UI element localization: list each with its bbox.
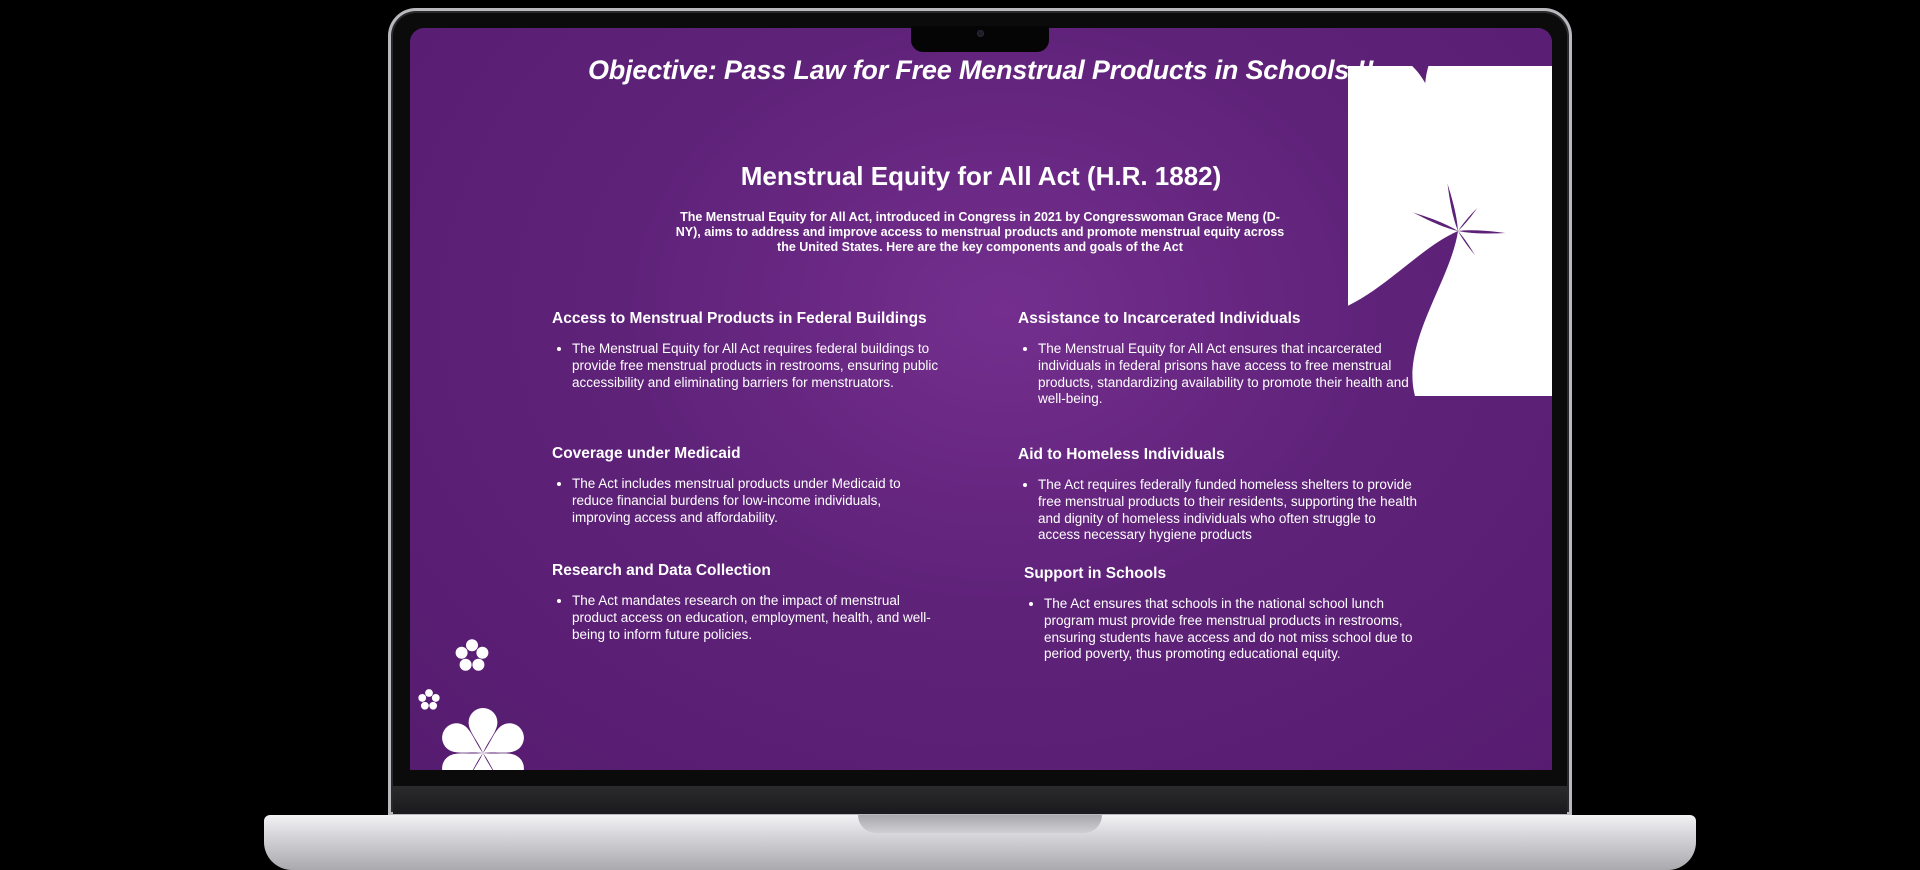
- intro-paragraph: The Menstrual Equity for All Act, introduced in Congress in 2021 by Congresswoman Grace Meng (D-NY), aims to address and improve access to menstrual products and promote menstrual equity across the United States. Here are the key components and goals of the Act: [675, 210, 1285, 254]
- bullet-item: • The Menstrual Equity for All Act requires federal buildings to provide free menstrual products in restrooms, ensuring public accessibility and eliminating barriers for menstruators.: [572, 341, 942, 391]
- bullet-item: • The Act includes menstrual products under Medicaid to reduce financial burdens for low-income individuals, improving access and affordability.: [572, 476, 942, 526]
- section-heading: Aid to Homeless Individuals: [1018, 446, 1225, 463]
- bullet-list: [552, 593, 942, 643]
- section-heading: Coverage under Medicaid: [552, 445, 741, 462]
- section-schools: [1024, 565, 1434, 663]
- bullet-list: [552, 341, 942, 391]
- section-homeless: [1018, 446, 1418, 544]
- objective-heading: Objective: Pass Law for Free Menstrual Products in Schools !!: [588, 55, 1374, 85]
- camera-icon: [977, 30, 984, 37]
- section-research: [552, 562, 942, 643]
- bullet-item: • The Menstrual Equity for All Act ensures that incarcerated individuals in federal prisons have access to free menstrual products, standardizing availability to promote their health and well-being.: [1038, 341, 1428, 408]
- section-heading: Assistance to Incarcerated Individuals: [1018, 310, 1301, 327]
- flower-icon: [452, 636, 492, 676]
- bullet-item: • The Act mandates research on the impact of menstrual product access on education, employment, health, and well-being to inform future policies.: [572, 593, 942, 643]
- laptop-opening-notch: [858, 815, 1102, 833]
- section-heading: Access to Menstrual Products in Federal Buildings: [552, 310, 927, 327]
- bullet-item: • The Act requires federally funded homeless shelters to provide free menstrual products to their residents, supporting the health and dignity of homeless individuals who often struggle to access necessary hygiene products: [1038, 477, 1418, 544]
- bullet-list: [1024, 596, 1434, 663]
- act-title: Menstrual Equity for All Act (H.R. 1882): [740, 161, 1222, 191]
- section-heading: Research and Data Collection: [552, 562, 771, 579]
- section-heading: Support in Schools: [1024, 565, 1167, 582]
- bullet-item: • The Act ensures that schools in the national school lunch program must provide free menstrual products in restrooms, ensuring students have access and do not miss school due to period poverty, thus promoting educational equity.: [1044, 596, 1434, 663]
- section-federal-buildings: [552, 310, 942, 391]
- flower-icon: [438, 708, 528, 770]
- section-incarcerated: [1018, 310, 1428, 408]
- bullet-list: [1018, 477, 1418, 544]
- bullet-list: [1018, 341, 1428, 408]
- slide-screen: [410, 28, 1552, 770]
- section-medicaid: [552, 445, 942, 526]
- bullet-list: [552, 476, 942, 526]
- laptop-chin: [393, 786, 1567, 814]
